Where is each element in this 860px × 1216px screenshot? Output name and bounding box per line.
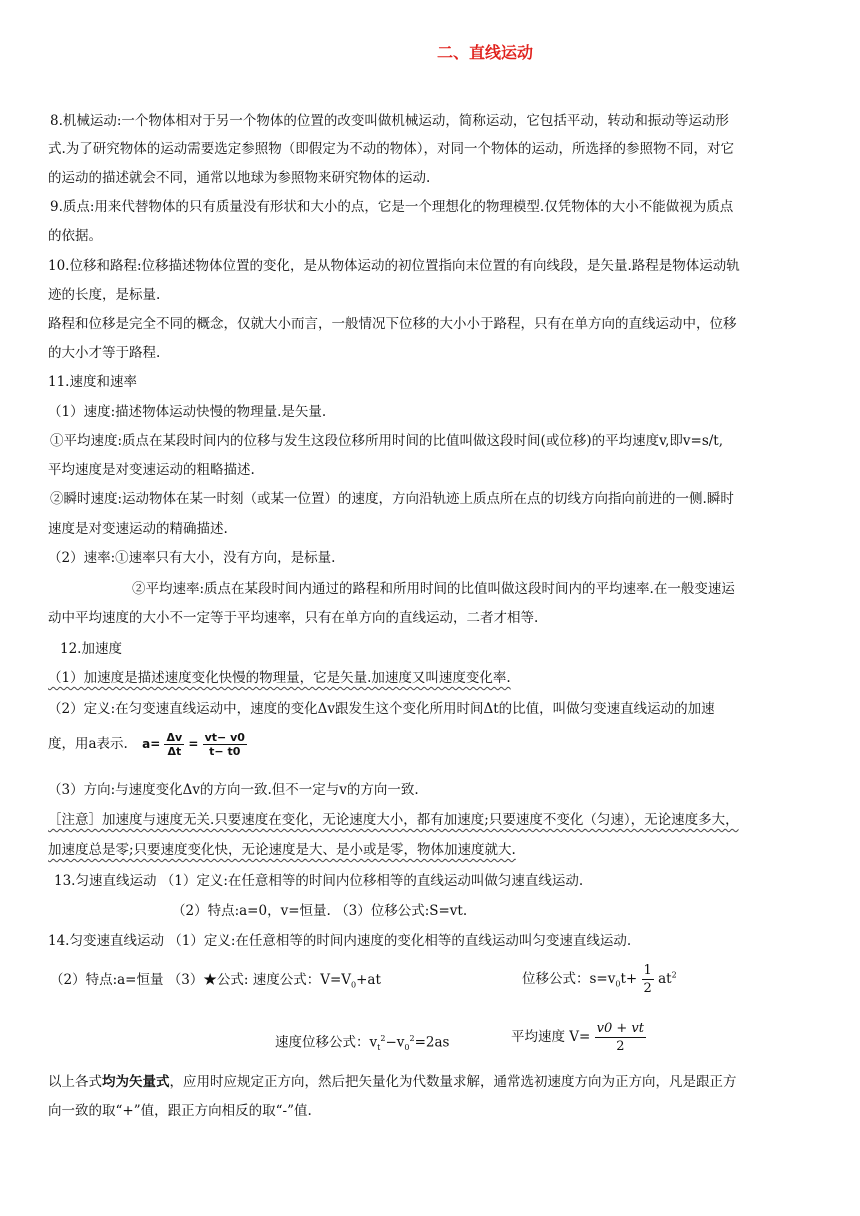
displacement-formula: [522, 962, 822, 997]
closing-b: 均为矢量式: [102, 1074, 170, 1090]
p13-line-2: （2）特点:a=0，v=恒量. （3）位移公式:S=vt.: [172, 903, 468, 919]
section-title: 二、直线运动: [436, 43, 533, 62]
p12-line-5-text: ［注意］加速度与速度无关.只要速度在变化，无论速度大小，都有加速度;只要速度不变化（匀速），无论速度多大，: [48, 812, 739, 828]
p12-line-4: （3）方向:与速度变化Δv的方向一致.但不一定与v的方向一致.: [48, 782, 419, 798]
p12-line-6: [48, 841, 828, 859]
vd-sup-1: 2: [380, 1034, 386, 1043]
p12-line-6-text: 加速度总是零;只要速度变化快，无论速度是大、是小或是零，物体加速度就大.: [48, 842, 516, 858]
closing-line-2: 向一致的取“+”值，跟正方向相反的取“-”值.: [48, 1103, 312, 1119]
eq-frac-2: [203, 731, 247, 758]
p11-line-8: 动中平均速度的大小不一定等于平均速率，只有在单方向的直线运动，二者才相等.: [48, 610, 539, 626]
eq-lhs: a=: [142, 737, 161, 751]
p12-line-1-text: （1）加速度是描述速度变化快慢的物理量，它是矢量.加速度又叫速度变化率.: [48, 670, 511, 686]
displacement-mid: t+: [620, 971, 638, 987]
p11-line-4: ②瞬时速度:运动物体在某一时刻（或某一位置）的速度，方向沿轨迹上质点所在点的切线方向指向前进的一侧.瞬时: [50, 491, 734, 507]
p12-line-3-text: 度，用a表示.: [48, 736, 128, 752]
p8-line-1: 8.机械运动:一个物体相对于另一个物体的位置的改变叫做机械运动，简称运动，它包括平动，转动和振动等运动形: [50, 113, 729, 129]
eq-num-1: Δv: [166, 731, 183, 744]
p11-line-6: （2）速率:①速率只有大小，没有方向，是标量.: [48, 550, 336, 566]
eq-den-2: t− t0: [209, 745, 241, 758]
half-den: 2: [643, 981, 652, 996]
p11-line-3: 平均速度是对变速运动的粗略描述.: [48, 462, 255, 478]
p11-line-2: ①平均速度:质点在某段时间内的位移与发生这段位移所用时间的比值叫做这段时间(或位移)的平均速度v,即v=s/t,: [50, 433, 724, 449]
vd-sup-2: 2: [409, 1034, 415, 1043]
p12-heading: 12.加速度: [60, 641, 122, 657]
closing-line-1: [48, 1073, 828, 1091]
velocity-formula: （2）特点:a=恒量 （3）★公式: 速度公式：V=V: [50, 972, 352, 988]
p11-line-1: （1）速度:描述物体运动快慢的物理量.是矢量.: [48, 404, 327, 420]
vd-label: 速度位移公式：v: [275, 1034, 378, 1051]
p13-line-1: 13.匀速直线运动 （1）定义:在任意相等的时间内位移相等的直线运动叫做匀速直线运动.: [54, 873, 584, 889]
velocity-displacement-formula: [275, 1030, 495, 1057]
average-velocity-formula: [511, 1020, 711, 1055]
p14-line-1: 14.匀变速直线运动 （1）定义:在任意相等的时间内速度的变化相等的直线运动叫匀变速直线运动.: [48, 933, 632, 949]
velocity-formula-end: +at: [356, 972, 381, 988]
avg-num: v0 + vt: [596, 1021, 644, 1036]
p10-line-4: 的大小才等于路程.: [48, 345, 161, 361]
p9-line-2: 的依据。: [48, 228, 102, 244]
p8-line-3: 的运动的描述就会不同，通常以地球为参照物来研究物体的运动.: [48, 170, 431, 186]
p11-line-5: 速度是对变速运动的精确描述.: [48, 521, 228, 537]
p11-line-7: ②平均速率:质点在某段时间内通过的路程和所用时间的比值叫做这段时间内的平均速率.在一般变速运: [132, 581, 735, 597]
half-num: 1: [643, 963, 652, 978]
eq-num-2: vt− v0: [204, 731, 245, 744]
acceleration-formula: [142, 731, 247, 758]
eq-equals: =: [188, 737, 199, 751]
p12-line-2: （2）定义:在匀变速直线运动中，速度的变化Δv跟发生这个变化所用时间Δt的比值，叫做匀变速直线运动的加速: [48, 701, 715, 717]
vd-sub-0: 0: [404, 1043, 410, 1053]
closing-a: 以上各式: [48, 1074, 102, 1090]
disp-sub: 0: [615, 979, 621, 989]
avg-label: 平均速度 V=: [511, 1029, 591, 1045]
vd-mid: −v: [385, 1034, 405, 1051]
avg-den: 2: [616, 1039, 625, 1054]
closing-c: ，应用时应规定正方向，然后把矢量化为代数量求解，通常选初速度方向为正方向，凡是跟正方: [169, 1074, 737, 1090]
p11-heading: 11.速度和速率: [48, 374, 137, 390]
v0-sub: 0: [351, 980, 357, 990]
p12-line-5: [48, 811, 828, 829]
displacement-end: at: [658, 971, 672, 987]
p8-line-2: 式.为了研究物体的运动需要选定参照物（即假定为不动的物体），对同一个物体的运动，所选择的参照物不同，对它: [48, 141, 735, 157]
vd-sub-t: t: [377, 1043, 381, 1053]
half-fraction: [642, 962, 654, 997]
p12-line-1: [48, 669, 828, 687]
p10-line-2: 迹的长度，是标量.: [48, 287, 161, 303]
p12-line-3: [48, 731, 828, 758]
p9-line-1: 9.质点:用来代替物体的只有质量没有形状和大小的点，它是一个理想化的物理模型.仅凭物体的大小不能做视为质点: [50, 199, 734, 215]
displacement-label: 位移公式：s=v: [522, 971, 616, 987]
vd-end: =2as: [414, 1034, 450, 1051]
disp-sup: 2: [671, 970, 677, 980]
eq-den-1: Δt: [167, 745, 182, 758]
avg-fraction: [595, 1020, 646, 1055]
p10-line-3: 路程和位移是完全不同的概念，仅就大小而言，一般情况下位移的大小小于路程，只有在单方向的直线运动中，位移: [48, 316, 737, 332]
eq-frac-1: [164, 731, 184, 758]
p10-line-1: 10.位移和路程:位移描述物体位置的变化，是从物体运动的初位置指向末位置的有向线段，是矢量.路程是物体运动轨: [48, 258, 740, 274]
